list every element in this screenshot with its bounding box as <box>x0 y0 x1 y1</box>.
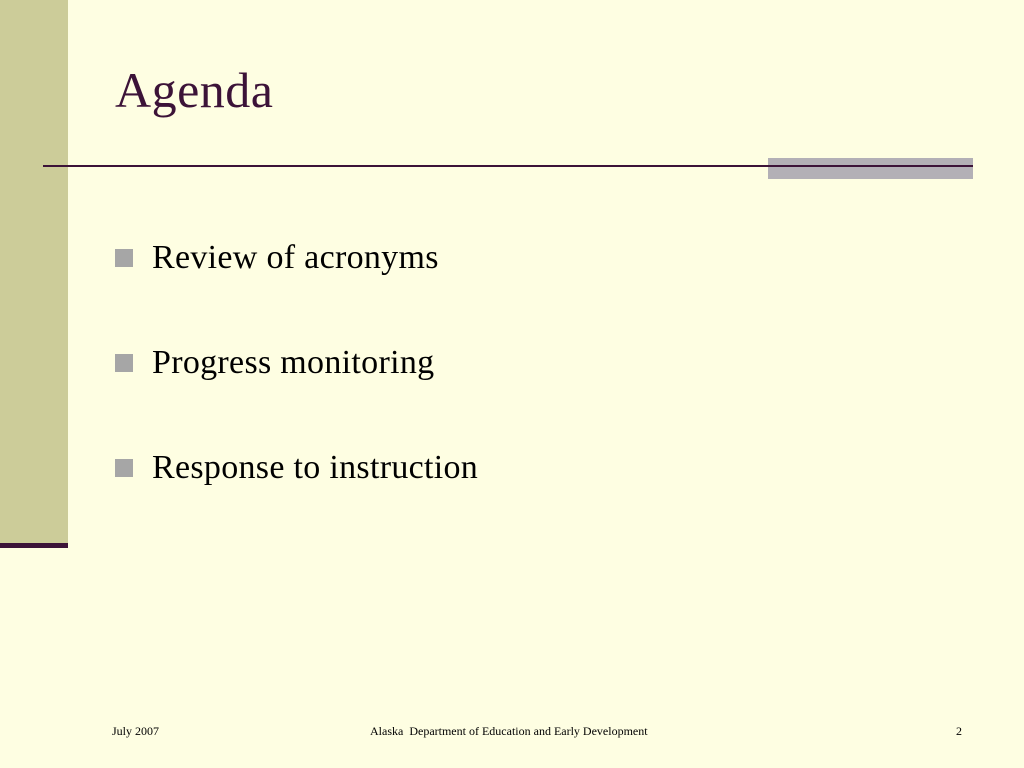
footer-date: July 2007 <box>112 724 160 738</box>
left-band-underline <box>0 543 68 548</box>
list-item <box>115 444 478 492</box>
square-bullet-icon <box>115 459 133 477</box>
agenda-list <box>115 234 478 549</box>
left-decorative-band <box>0 0 68 545</box>
list-item <box>115 339 478 387</box>
title-divider-accent <box>768 158 973 179</box>
square-bullet-icon <box>115 354 133 372</box>
list-item-text: Response to instruction <box>152 449 479 486</box>
list-item <box>115 234 478 282</box>
list-item-text: Review of acronyms <box>152 239 439 276</box>
square-bullet-icon <box>115 249 133 267</box>
footer-organization: Alaska Department of Education and Early Development <box>370 724 648 738</box>
list-item-text: Progress monitoring <box>152 344 435 381</box>
footer-page-number: 2 <box>956 724 962 738</box>
slide-title: Agenda <box>115 62 274 118</box>
